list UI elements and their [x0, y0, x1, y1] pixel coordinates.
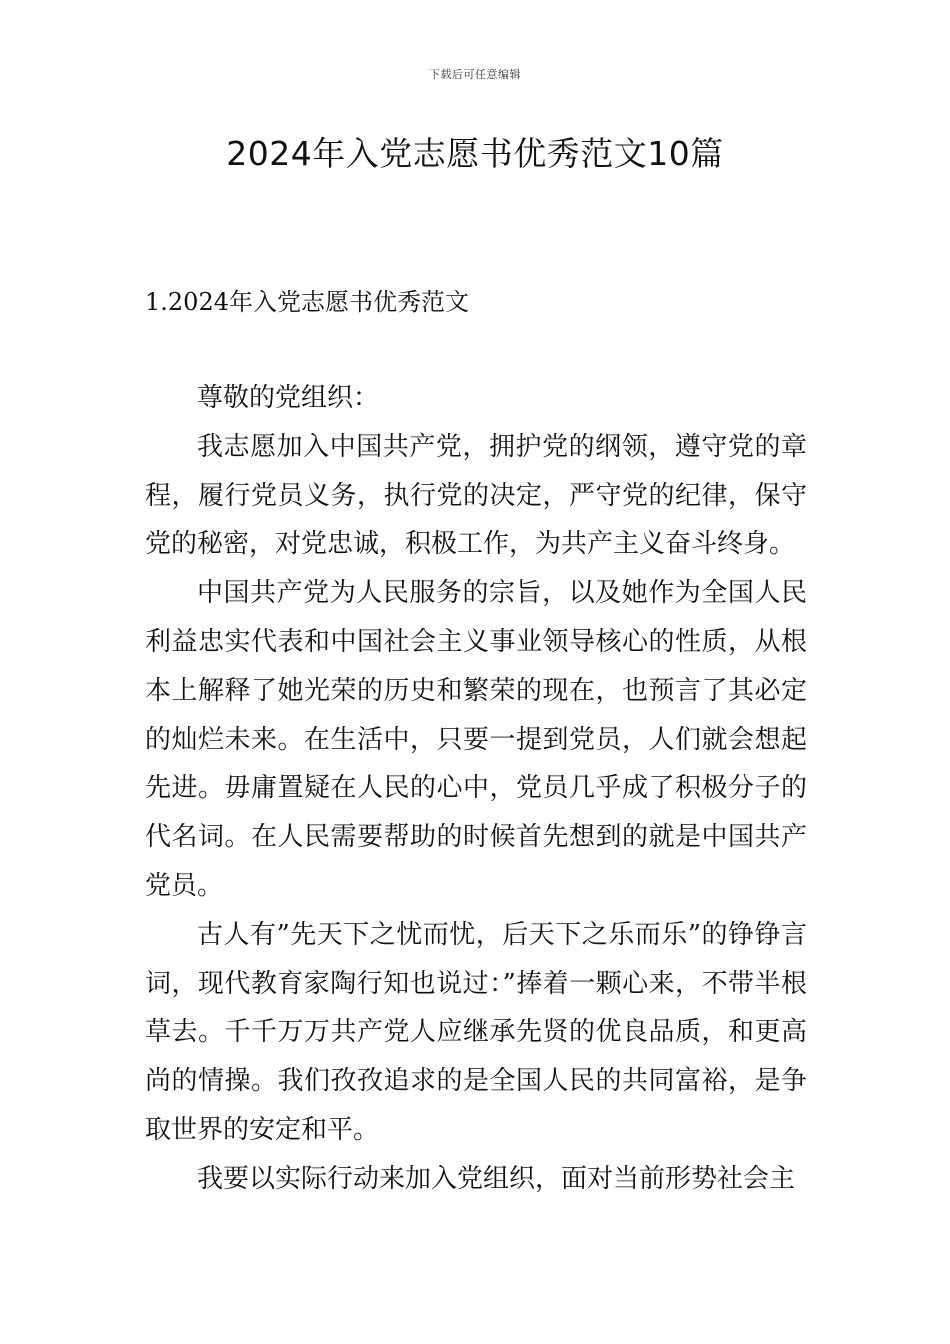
header-note: 下载后可任意编辑	[429, 68, 521, 81]
paragraph: 中国共产党为人民服务的宗旨，以及她作为全国人民利益忠实代表和中国社会主义事业领导核心的性质，从根本上解释了她光荣的历史和繁荣的现在，也预言了其必定的灿烂未来。在生活中，只要一提到党员，人们就会想起先进。毋庸置疑在人民的心中，党员几乎成了积极分子的代名词。在人民需要帮助的时候首先想到的就是中国共产党员。	[145, 578, 807, 901]
paragraph: 我要以实际行动来加入党组织，面对当前形势社会主	[197, 1163, 796, 1194]
paragraph: 古人有”先天下之忧而忧，后天下之乐而乐”的铮铮言词，现代教育家陶行知也说过：”捧着一颗心来，不带半根草去。千千万万共产党人应继承先贤的优良品质，和更高尚的情操。我们孜孜追求的是全国人民的共同富裕，是争取世界的安定和平。	[145, 919, 807, 1145]
document-title: 2024年入党志愿书优秀范文10篇	[226, 134, 724, 173]
section-heading: 1.2024年入党志愿书优秀范文	[145, 288, 469, 316]
document-body	[145, 374, 807, 1204]
paragraph: 我志愿加入中国共产党，拥护党的纲领，遵守党的章程，履行党员义务，执行党的决定，严守党的纪律，保守党的秘密，对党忠诚，积极工作，为共产主义奋斗终身。	[145, 431, 807, 560]
salutation: 尊敬的党组织：	[197, 383, 380, 413]
